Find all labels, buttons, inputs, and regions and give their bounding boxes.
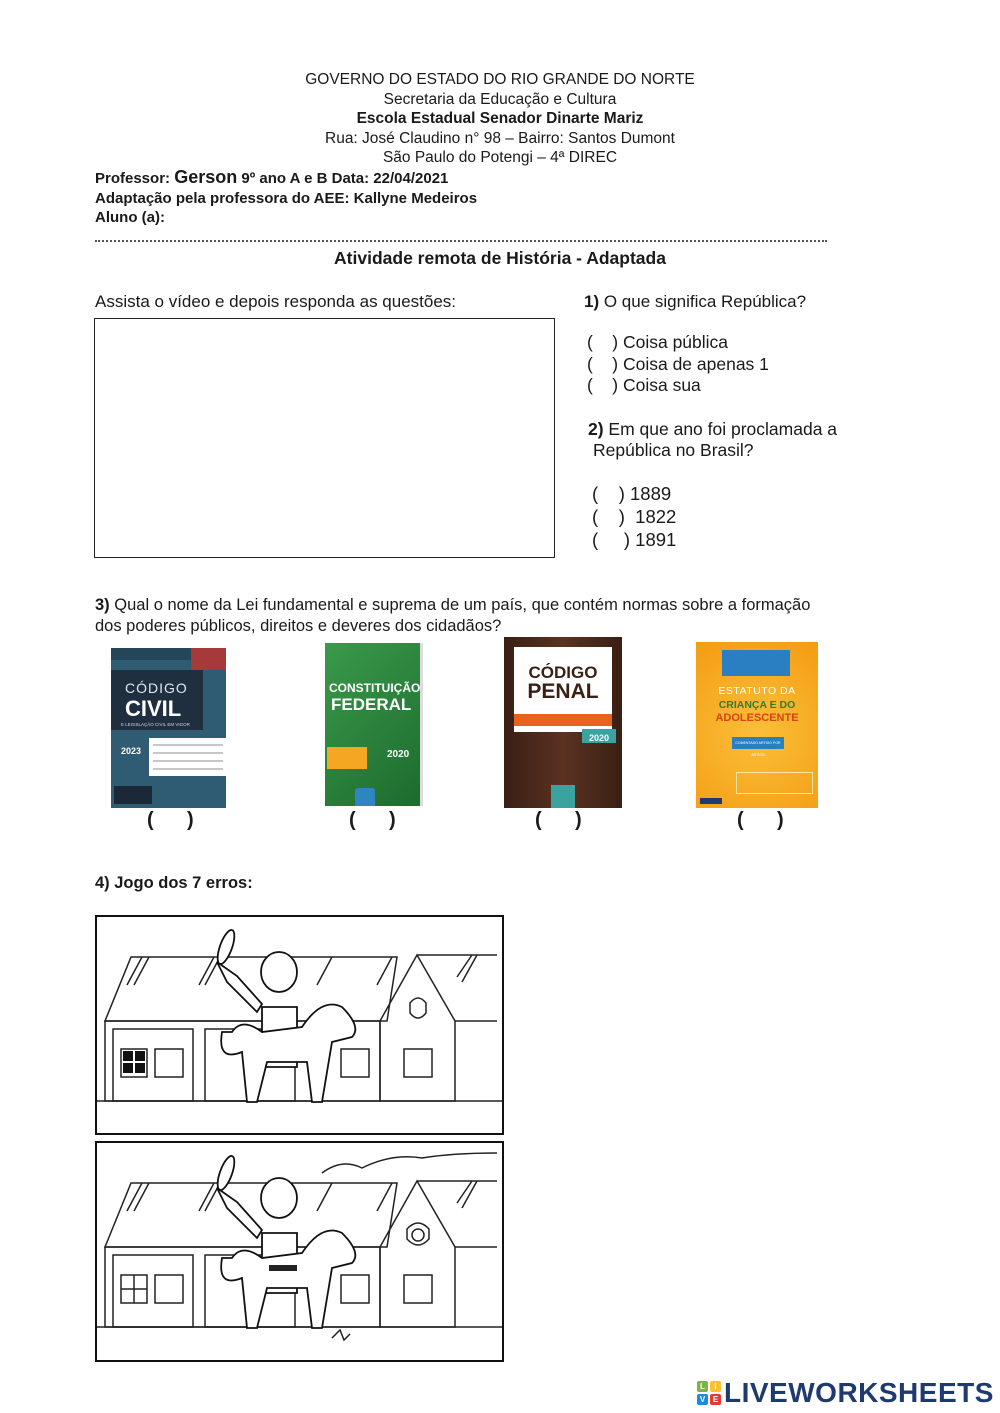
professor-line [95,168,448,188]
question-2-text-2: República no Brasil? [593,440,754,460]
book-3-answer-box[interactable]: ( ) [535,809,582,831]
question-1-number: 1) [584,292,600,311]
question-2-text-1: Em que ano foi proclamada a [603,419,838,439]
liveworksheets-logo [697,1378,994,1408]
header-school: Escola Estadual Senador Dinarte Mariz [356,110,644,127]
q1-option-2[interactable]: ( ) Coisa de apenas 1 [587,354,769,374]
question-2-number: 2) [588,419,604,439]
question-3-text-1: Qual o nome da Lei fundamental e suprema de um país, que contém normas sobre a formação [109,596,811,614]
activity-title: Atividade remota de História - Adaptada [334,248,666,268]
book-4-answer-box[interactable]: ( ) [737,809,784,831]
header-secretariat: Secretaria da Educação e Cultura [383,91,617,108]
header-government: GOVERNO DO ESTADO DO RIO GRANDE DO NORTE [305,71,695,88]
header-address: Rua: José Claudino n° 98 – Bairro: Santos Dumont [325,130,675,147]
parade-illustration-modified [97,1143,502,1360]
book-codigo-penal: CÓDIGO PENAL 2020 [504,637,622,808]
question-1-text: O que significa República? [599,292,807,311]
q2-option-3[interactable]: ( ) 1891 [592,529,677,550]
book-codigo-civil: CÓDIGO CIVIL E LEGISLAÇÃO CIVIL EM VIGOR 2023 [111,648,226,808]
question-2 [588,419,837,440]
video-instruction: Assista o vídeo e depois responda as questões: [95,292,457,311]
q1-option-1[interactable]: ( ) Coisa pública [587,332,729,352]
question-3-text-2: dos poderes públicos, direitos e deveres dos cidadãos? [95,617,502,635]
book-constituicao-federal: CONSTITUIÇÃO FEDERAL 2020 [325,643,420,806]
q1-option-3[interactable]: ( ) Coisa sua [587,375,701,395]
question-3-number: 3) [95,596,110,614]
adaptation-line: Adaptação pela professora do AEE: Kallyne Medeiros [95,190,478,207]
class-date: 9º ano A e B Data: 22/04/2021 [241,170,449,187]
parade-illustration [97,917,502,1133]
question-3 [95,595,810,616]
question-1 [584,291,806,312]
professor-name: Gerson [174,167,238,187]
logo-tiles-icon: L I V E [697,1381,721,1405]
header-city: São Paulo do Potengi – 4ª DIREC [382,149,618,166]
q2-option-2[interactable]: ( ) 1822 [592,506,677,527]
question-4-label: 4) Jogo dos 7 erros: [95,874,253,892]
book-2-answer-box[interactable]: ( ) [349,809,396,831]
student-label: Aluno (a): [95,209,165,226]
book-eca: ESTATUTO DA CRIANÇA E DO ADOLESCENTE COMENTADO ARTIGO POR ARTIGO [696,642,818,808]
spot-difference-image-2[interactable] [95,1141,504,1362]
video-player[interactable] [94,318,555,558]
book-1-answer-box[interactable]: ( ) [147,809,194,831]
spot-difference-image-1[interactable] [95,915,504,1135]
professor-label: Professor: [95,170,171,187]
logo-text: LIVEWORKSHEETS [724,1377,994,1408]
q2-option-1[interactable]: ( ) 1889 [592,483,672,504]
student-name-line[interactable] [95,226,827,242]
